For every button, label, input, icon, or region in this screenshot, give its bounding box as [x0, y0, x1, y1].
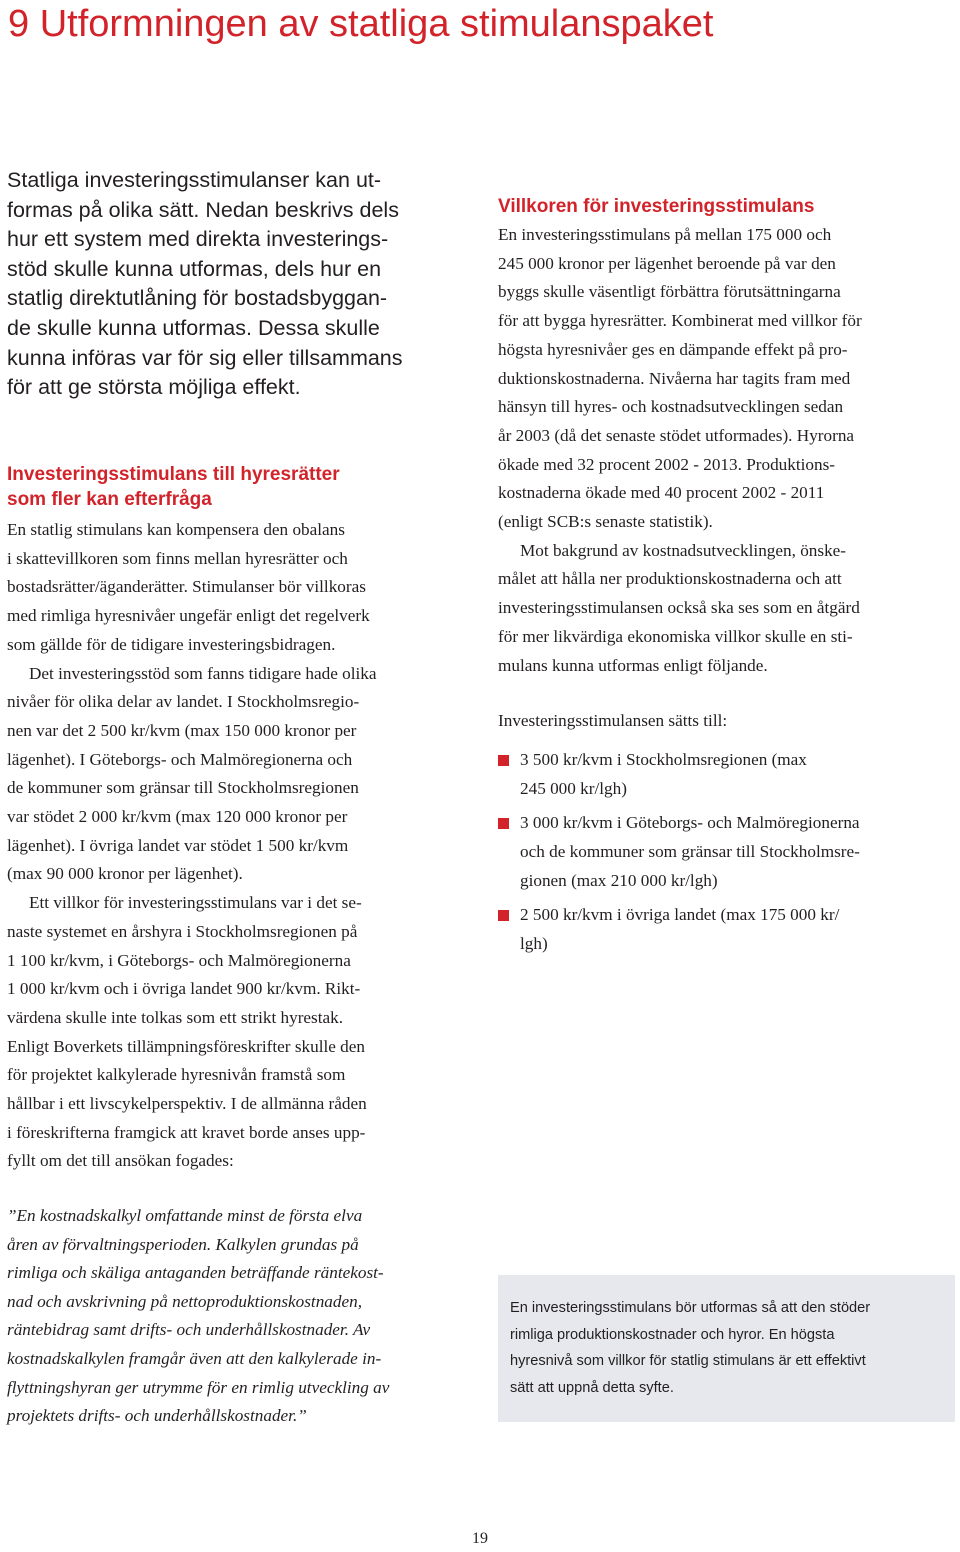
- intro-line: statlig direktutlåning för bostadsbyggan-: [7, 286, 388, 311]
- intro-line: hur ett system med direkta investerings-: [7, 227, 389, 252]
- body-line: med rimliga hyresnivåer ungefär enligt det regelverk: [7, 606, 370, 626]
- bullet-list: [498, 746, 956, 959]
- callout-line: sätt att uppnå detta syfte.: [510, 1379, 674, 1396]
- body-line: nen var det 2 500 kr/kvm (max 150 000 kronor per: [7, 720, 357, 740]
- section-body: [498, 221, 956, 959]
- body-line: 245 000 kronor per lägenhet beroende på var den: [498, 253, 836, 273]
- body-line: var stödet 2 000 kr/kvm (max 120 000 kronor per: [7, 807, 348, 827]
- body-line: som gällde för de tidigare investeringsbidragen.: [7, 634, 336, 654]
- body-line: i föreskrifterna framgick att kravet borde anses upp-: [7, 1122, 366, 1142]
- body-line: investeringsstimulansen också ska ses som en åtgärd: [498, 598, 860, 618]
- square-bullet-icon: [498, 910, 509, 921]
- square-bullet-icon: [498, 755, 509, 766]
- callout-line: rimliga produktionskostnader och hyror. En högsta: [510, 1326, 835, 1343]
- body-line: ökade med 32 procent 2002 - 2013. Produktions-: [498, 454, 836, 474]
- body-line: (enligt SCB:s senaste statistik).: [498, 512, 713, 532]
- body-line: 2 500 kr/kvm i övriga landet (max 175 000 kr/: [520, 905, 840, 925]
- body-line: kostnaderna ökade med 40 procent 2002 - 2011: [498, 483, 825, 503]
- body-line: hänsyn till hyres- och kostnadsutvecklingen sedan: [498, 397, 844, 417]
- quote-line: projektets drifts- och underhållskostnader.”: [7, 1406, 307, 1426]
- paragraph: [7, 516, 477, 660]
- heading-line: som fler kan efterfråga: [7, 489, 212, 510]
- list-intro: [498, 707, 956, 736]
- body-line: En investeringsstimulans på mellan 175 000 och: [498, 225, 832, 244]
- quote-block: [7, 1202, 477, 1431]
- callout-line: hyresnivå som villkor för statlig stimulans är ett effektivt: [510, 1353, 866, 1370]
- page-number: 19: [472, 1530, 488, 1547]
- body-line: naste systemet en årshyra i Stockholmsregionen på: [7, 921, 358, 941]
- heading-line: Villkoren för investeringsstimulans: [498, 196, 815, 217]
- body-line: bostadsrätter/äganderätter. Stimulanser bör villkoras: [7, 577, 366, 597]
- section-body: [7, 516, 477, 1176]
- quote-line: flyttningshyran ger utrymme för en rimlig utveckling av: [7, 1377, 390, 1397]
- quote-line: kostnadskalkylen framgår även att den kalkylerade in-: [7, 1348, 382, 1368]
- body-line: lägenhet). I Göteborgs- och Malmöregionerna och: [7, 749, 353, 769]
- body-line: gionen (max 210 000 kr/lgh): [520, 870, 718, 890]
- body-line: 1 100 kr/kvm, i Göteborgs- och Malmöregionerna: [7, 950, 351, 970]
- body-line: år 2003 (då det senaste stödet utformades). Hyrorna: [498, 425, 855, 445]
- body-line: Ett villkor för investeringsstimulans var i det se-: [29, 893, 362, 913]
- body-line: 1 000 kr/kvm och i övriga landet 900 kr/kvm. Rikt-: [7, 979, 361, 999]
- body-line: byggs skulle väsentligt förbättra förutsättningarna: [498, 282, 841, 302]
- body-line: Det investeringsstöd som fanns tidigare hade olika: [29, 663, 377, 683]
- heading-line: Investeringsstimulans till hyresrätter: [7, 464, 340, 485]
- intro-paragraph: [7, 166, 457, 403]
- square-bullet-icon: [498, 818, 509, 829]
- section-left: [7, 462, 477, 1176]
- body-line: värdena skulle inte tolkas som ett strikt hyrestak.: [7, 1007, 344, 1027]
- body-line: för mer likvärdiga ekonomiska villkor skulle en sti-: [498, 626, 853, 646]
- body-line: och de kommuner som gränsar till Stockholmsre-: [520, 842, 860, 862]
- intro-line: för att ge största möjliga effekt.: [7, 375, 301, 400]
- body-line: 245 000 kr/lgh): [520, 778, 627, 798]
- body-line: Enligt Boverkets tillämpningsföreskrifter skulle den: [7, 1036, 366, 1056]
- paragraph: [7, 889, 477, 1176]
- quote-line: räntebidrag samt drifts- och underhållskostnader. Av: [7, 1320, 371, 1340]
- body-line: En statlig stimulans kan kompensera den obalans: [7, 520, 345, 539]
- list-item: [498, 746, 956, 803]
- body-line: Mot bakgrund av kostnadsutvecklingen, önske-: [520, 540, 847, 560]
- body-line: 3 000 kr/kvm i Göteborgs- och Malmöregionerna: [520, 813, 860, 833]
- chapter-title: 9 Utformningen av statliga stimulanspaket: [8, 3, 714, 45]
- paragraph: [498, 221, 956, 537]
- body-line: hållbar i ett livscykelperspektiv. I de allmänna råden: [7, 1094, 367, 1114]
- quote-line: nad och avskrivning på nettoproduktionskostnaden,: [7, 1291, 362, 1311]
- list-item: [498, 809, 956, 895]
- intro-line: de skulle kunna utformas. Dessa skulle: [7, 315, 380, 340]
- body-line: målet att hålla ner produktionskostnaderna och att: [498, 569, 842, 589]
- section-heading-conditions: [498, 194, 956, 219]
- callout-line: En investeringsstimulans bör utformas så att den stöder: [510, 1300, 871, 1316]
- intro-line: stöd skulle kunna utformas, dels hur en: [7, 256, 382, 281]
- section-heading-investment-stimulus: [7, 462, 477, 512]
- intro-line: formas på olika sätt. Nedan beskrivs dels: [7, 197, 399, 222]
- body-line: i skattevillkoren som finns mellan hyresrätter och: [7, 548, 348, 568]
- body-line: för att bygga hyresrätter. Kombinerat med villkor för: [498, 311, 862, 331]
- body-line: mulans kunna utformas enligt följande.: [498, 655, 768, 675]
- paragraph: [498, 537, 956, 681]
- body-line: nivåer för olika delar av landet. I Stockholmsregio-: [7, 692, 360, 712]
- body-line: fyllt om det till ansökan fogades:: [7, 1151, 234, 1171]
- quote-line: rimliga och skäliga antaganden beträffande räntekost-: [7, 1263, 384, 1283]
- body-line: duktionskostnaderna. Nivåerna har tagits fram med: [498, 368, 851, 388]
- body-line: (max 90 000 kronor per lägenhet).: [7, 864, 243, 884]
- paragraph: [7, 660, 477, 890]
- body-line: lägenhet). I övriga landet var stödet 1 500 kr/kvm: [7, 835, 349, 855]
- section-right: [498, 194, 956, 965]
- body-line: Investeringsstimulansen sätts till:: [498, 711, 728, 731]
- callout-box: [498, 1275, 955, 1422]
- body-line: lgh): [520, 934, 548, 954]
- intro-line: Statliga investeringsstimulanser kan ut-: [7, 168, 382, 192]
- body-line: högsta hyresnivåer ges en dämpande effekt på pro-: [498, 339, 848, 359]
- body-line: 3 500 kr/kvm i Stockholmsregionen (max: [520, 749, 807, 769]
- body-line: de kommuner som gränsar till Stockholmsregionen: [7, 778, 359, 798]
- intro-line: kunna införas var för sig eller tillsammans: [7, 345, 403, 370]
- quote-line: åren av förvaltningsperioden. Kalkylen grundas på: [7, 1234, 359, 1254]
- quote-line: ”En kostnadskalkyl omfattande minst de första elva: [7, 1206, 363, 1225]
- body-line: för projektet kalkylerade hyresnivån framstå som: [7, 1065, 346, 1085]
- list-item: [498, 901, 956, 958]
